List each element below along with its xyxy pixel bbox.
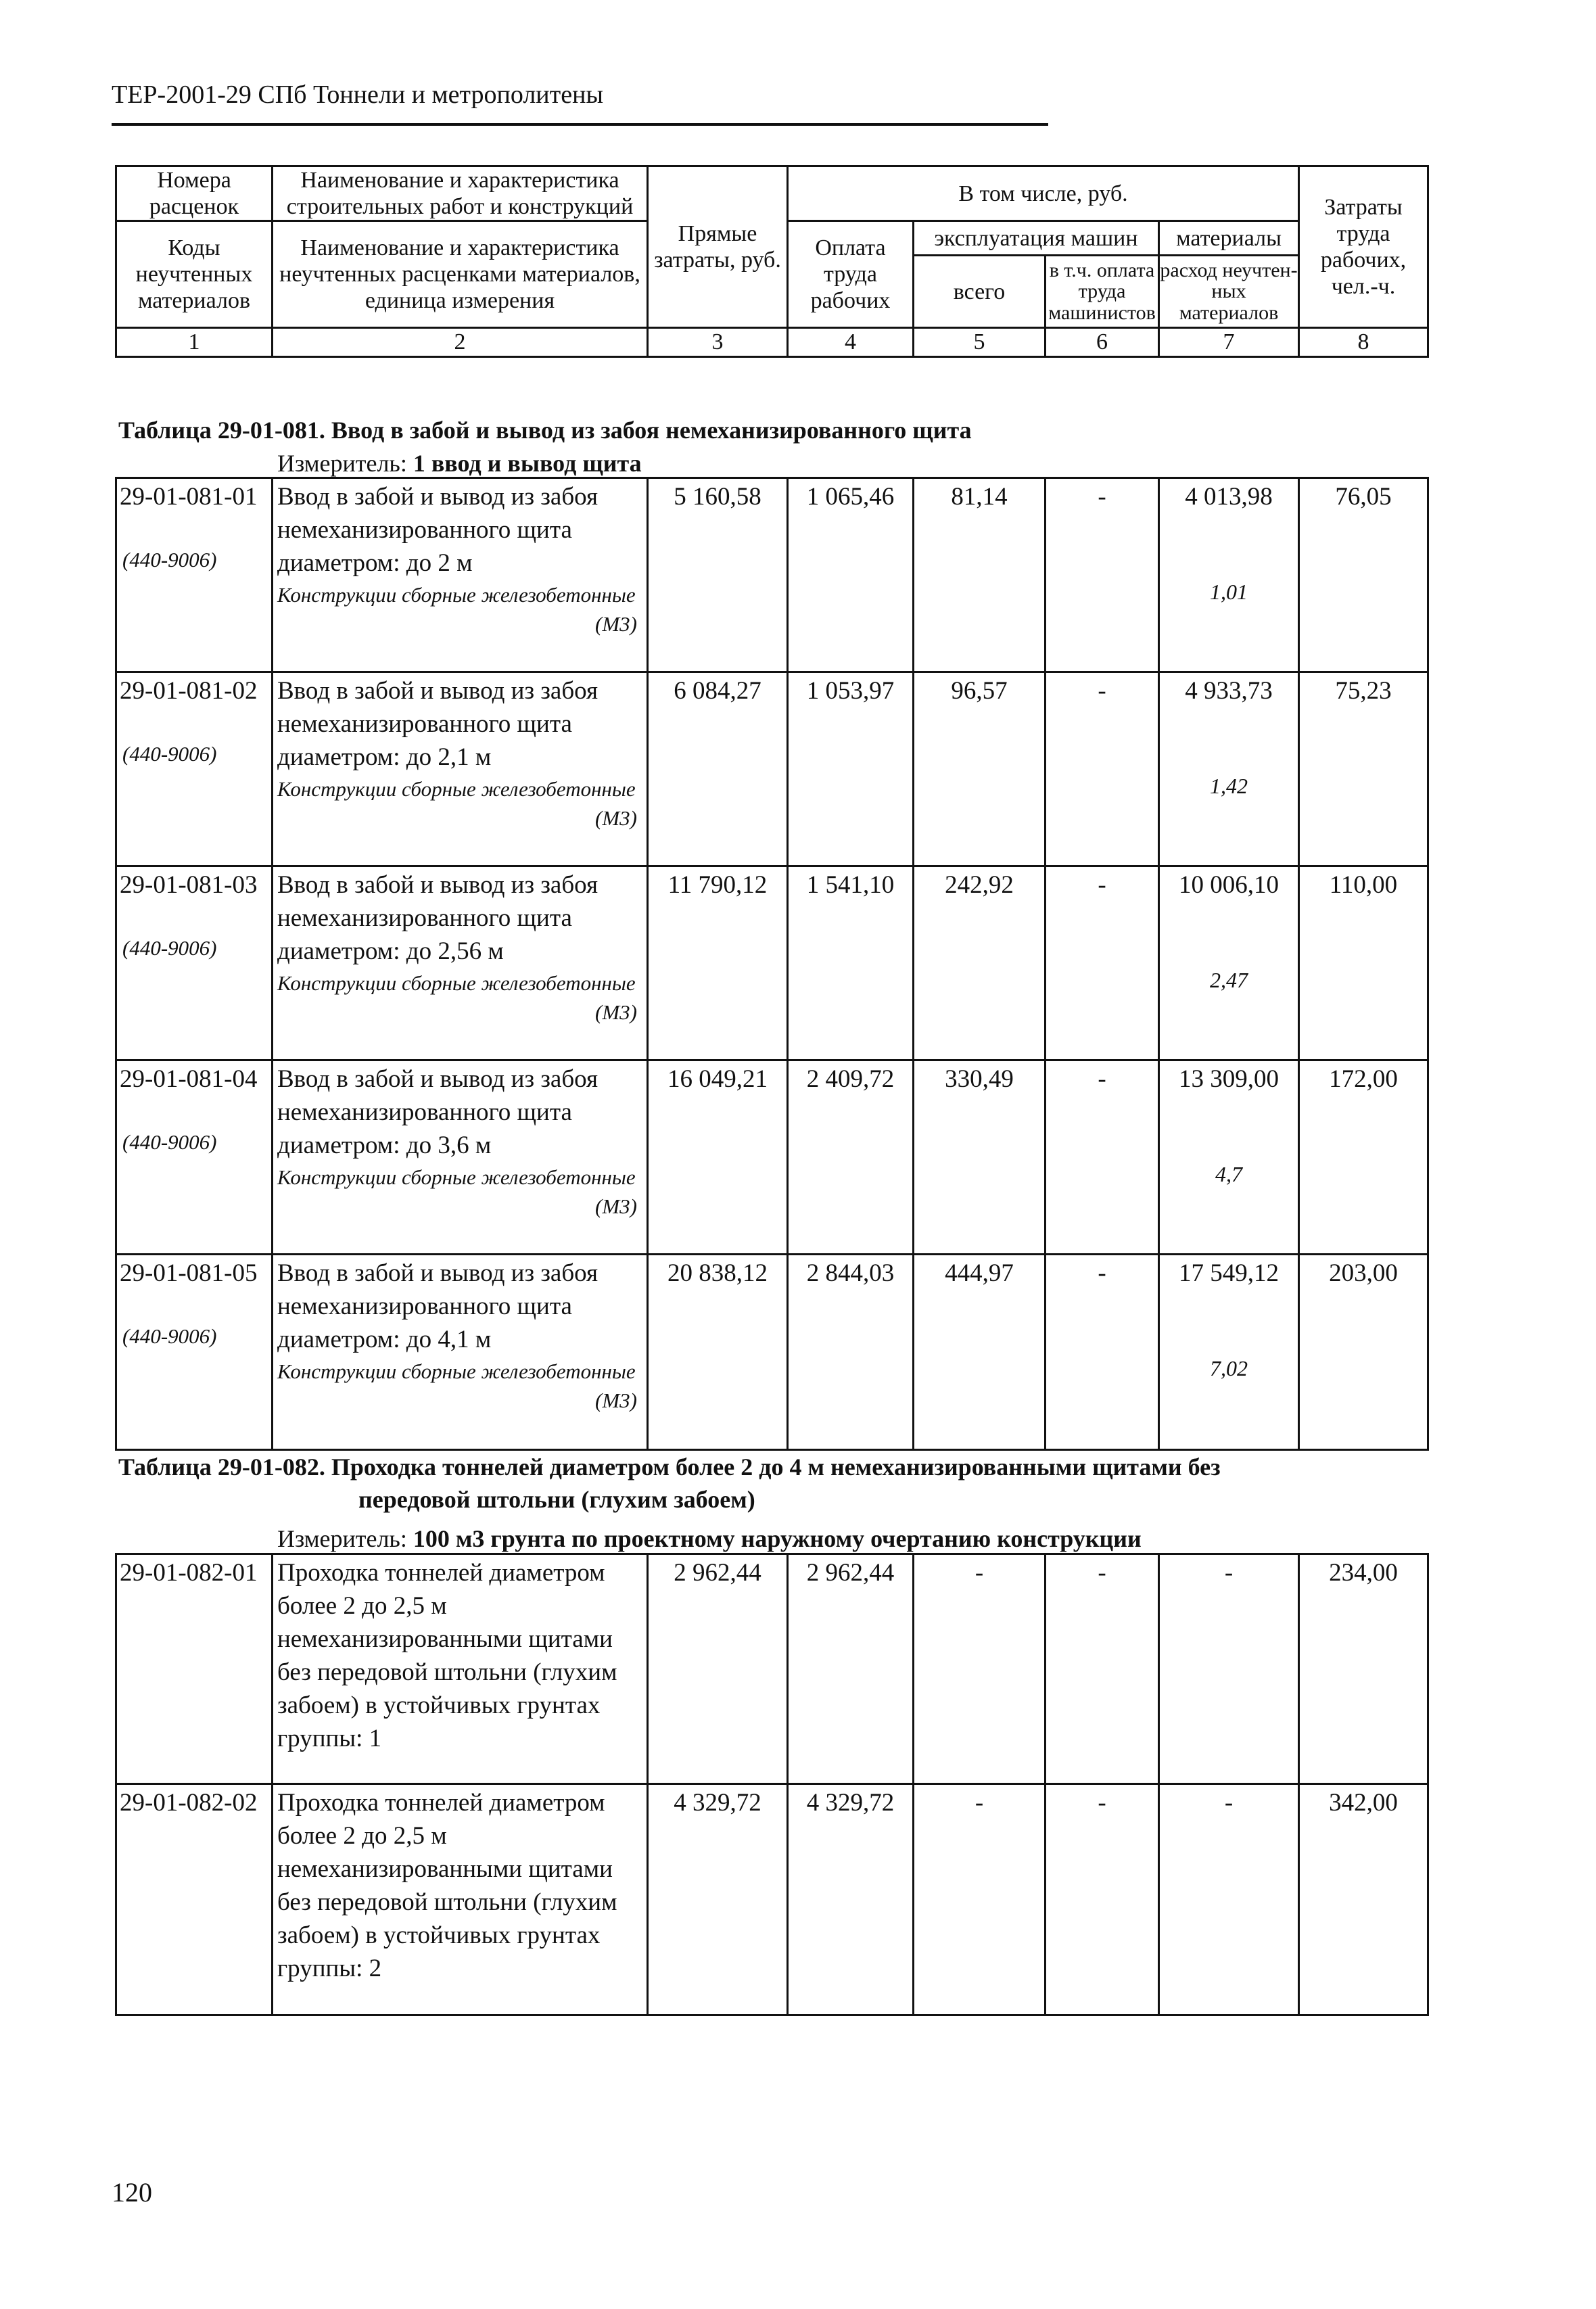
machinist-labor-cost: -: [1046, 1255, 1159, 1450]
material-code: (440-9006): [122, 742, 217, 766]
materials-cell: [1159, 672, 1299, 866]
rate-code-cell: [116, 866, 273, 1060]
col-number: 7: [1159, 328, 1299, 357]
col2-top-header: Наименование и характеристика строительных работ и конструкций: [273, 166, 648, 221]
table-row: [116, 1060, 1428, 1255]
labor-hours: 75,23: [1299, 672, 1428, 866]
direct-cost: 4 329,72: [648, 1784, 788, 2015]
direct-cost: 2 962,44: [648, 1554, 788, 1784]
materials-cost: 13 309,00: [1179, 1065, 1279, 1093]
table-row: [116, 866, 1428, 1060]
materials-cost: 4 013,98: [1185, 483, 1273, 511]
labor-hours: 172,00: [1299, 1060, 1428, 1255]
machine-cost: -: [914, 1784, 1046, 2015]
table2-caption-line2: передовой штольни (глухим забоем): [358, 1486, 755, 1513]
material-unit: (М3): [595, 612, 637, 636]
col7-header: расход неучтен-ных материалов: [1159, 256, 1299, 328]
material-code: (440-9006): [122, 1130, 217, 1154]
machinist-labor-cost: -: [1046, 478, 1159, 672]
material-quantity: 1,42: [1210, 774, 1248, 798]
work-name: Проходка тоннелей диаметром более 2 до 2,5 м немеханизированными щитами без передовой штольни (глухим забоем) в устойчивых грунтах группы: 1: [273, 1554, 648, 1784]
materials-header: материалы: [1159, 221, 1299, 256]
material-code: (440-9006): [122, 936, 217, 960]
col-number: 6: [1046, 328, 1159, 357]
rate-code: 29-01-082-02: [116, 1784, 273, 2015]
machinist-labor-cost: -: [1046, 1060, 1159, 1255]
col-number: 1: [116, 328, 273, 357]
labor-cost: 1 541,10: [788, 866, 914, 1060]
table1-measurer: [277, 449, 642, 477]
machine-cost: 444,97: [914, 1255, 1046, 1450]
direct-cost: 11 790,12: [648, 866, 788, 1060]
material-quantity: 7,02: [1210, 1356, 1248, 1380]
materials-cost: -: [1159, 1554, 1299, 1784]
material-unit: (М3): [595, 1389, 637, 1412]
machinist-labor-cost: -: [1046, 1554, 1159, 1784]
table2: [115, 1553, 1429, 2016]
table-row: [116, 478, 1428, 672]
machinist-labor-cost: -: [1046, 866, 1159, 1060]
col8-header: Затраты труда рабочих, чел.-ч.: [1299, 166, 1428, 328]
labor-cost: 4 329,72: [788, 1784, 914, 2015]
table2-block: [115, 1553, 1427, 2016]
material-name: Конструкции сборные железобетонные: [277, 971, 636, 995]
col5-header: всего: [914, 256, 1046, 328]
materials-cost: -: [1159, 1784, 1299, 2015]
rate-code-cell: [116, 478, 273, 672]
materials-cell: [1159, 866, 1299, 1060]
machine-cost: 81,14: [914, 478, 1046, 672]
machine-cost: 96,57: [914, 672, 1046, 866]
header-rule: [112, 123, 1048, 126]
material-name: Конструкции сборные железобетонные: [277, 1165, 636, 1189]
material-name: Конструкции сборные железобетонные: [277, 1359, 636, 1383]
measurer-label: Измеритель:: [277, 1525, 413, 1552]
material-quantity: 1,01: [1210, 580, 1248, 604]
col-number: 4: [788, 328, 914, 357]
labor-hours: 342,00: [1299, 1784, 1428, 2015]
material-unit: (М3): [595, 1194, 637, 1218]
column-header-table: [115, 165, 1429, 358]
col1-bottom-header: Коды неучтенных материалов: [116, 221, 273, 328]
material-code: (440-9006): [122, 548, 217, 572]
rate-code: 29-01-082-01: [116, 1554, 273, 1784]
rate-code-cell: [116, 1255, 273, 1450]
machinist-labor-cost: -: [1046, 672, 1159, 866]
col-number: 8: [1299, 328, 1428, 357]
work-name: Ввод в забой и вывод из забоя немеханизированного щита диаметром: до 2 м: [277, 483, 598, 577]
materials-cost: 4 933,73: [1185, 677, 1273, 705]
rate-code: 29-01-081-01: [120, 483, 258, 511]
material-code: (440-9006): [122, 1324, 217, 1348]
rate-code: 29-01-081-05: [120, 1259, 258, 1287]
col6-header: в т.ч. оплата труда машинистов: [1046, 256, 1159, 328]
machinist-labor-cost: -: [1046, 1784, 1159, 2015]
materials-cell: [1159, 1060, 1299, 1255]
work-name: Ввод в забой и вывод из забоя немеханизированного щита диаметром: до 2,56 м: [277, 871, 598, 965]
table-row: [116, 1784, 1428, 2015]
work-name: Ввод в забой и вывод из забоя немеханизированного щита диаметром: до 3,6 м: [277, 1065, 598, 1159]
table-row: [116, 1554, 1428, 1784]
machine-cost: -: [914, 1554, 1046, 1784]
table2-caption-line1: Таблица 29-01-082. Проходка тоннелей диаметром более 2 до 4 м немеханизированными щитами без: [118, 1453, 1221, 1480]
measurer-value: 1 ввод и вывод щита: [413, 450, 642, 477]
labor-hours: 234,00: [1299, 1554, 1428, 1784]
col3-header: Прямые затраты, руб.: [648, 166, 788, 328]
page-title: ТЕР-2001-29 СПб Тоннели и метрополитены: [112, 80, 603, 109]
page-number: 120: [112, 2177, 152, 2208]
rate-code: 29-01-081-04: [120, 1065, 258, 1093]
labor-cost: 1 065,46: [788, 478, 914, 672]
table1: [115, 477, 1429, 1451]
material-quantity: 4,7: [1215, 1162, 1242, 1186]
labor-hours: 203,00: [1299, 1255, 1428, 1450]
direct-cost: 20 838,12: [648, 1255, 788, 1450]
col-number: 2: [273, 328, 648, 357]
measurer-value: 100 м3 грунта по проектному наружному очертанию конструкции: [413, 1525, 1142, 1552]
labor-cost: 1 053,97: [788, 672, 914, 866]
work-name-cell: [273, 672, 648, 866]
col1-top-header: Номера расценок: [116, 166, 273, 221]
direct-cost: 5 160,58: [648, 478, 788, 672]
labor-cost: 2 962,44: [788, 1554, 914, 1784]
table1-caption: Таблица 29-01-081. Ввод в забой и вывод из забоя немеханизированного щита: [118, 417, 972, 444]
labor-hours: 110,00: [1299, 866, 1428, 1060]
materials-cell: [1159, 1255, 1299, 1450]
work-name: Ввод в забой и вывод из забоя немеханизированного щита диаметром: до 4,1 м: [277, 1259, 598, 1353]
machine-cost: 330,49: [914, 1060, 1046, 1255]
rate-code-cell: [116, 672, 273, 866]
work-name-cell: [273, 1060, 648, 1255]
rate-code-cell: [116, 1060, 273, 1255]
group-header: В том числе, руб.: [788, 166, 1299, 221]
material-name: Конструкции сборные железобетонные: [277, 777, 636, 801]
column-header-block: [115, 165, 1427, 358]
measurer-label: Измеритель:: [277, 450, 413, 477]
work-name-cell: [273, 866, 648, 1060]
table2-measurer: [277, 1524, 1142, 1553]
machines-header: эксплуатация машин: [914, 221, 1159, 256]
labor-cost: 2 844,03: [788, 1255, 914, 1450]
materials-cost: 17 549,12: [1179, 1259, 1279, 1287]
work-name-cell: [273, 478, 648, 672]
table1-block: [115, 477, 1427, 1451]
materials-cost: 10 006,10: [1179, 871, 1279, 899]
machine-cost: 242,92: [914, 866, 1046, 1060]
table2-caption: [118, 1451, 1424, 1516]
work-name-cell: [273, 1255, 648, 1450]
labor-hours: 76,05: [1299, 478, 1428, 672]
labor-cost: 2 409,72: [788, 1060, 914, 1255]
col4-header: Оплата труда рабочих: [788, 221, 914, 328]
rate-code: 29-01-081-02: [120, 677, 258, 705]
material-unit: (М3): [595, 1000, 637, 1024]
material-name: Конструкции сборные железобетонные: [277, 583, 636, 607]
direct-cost: 16 049,21: [648, 1060, 788, 1255]
table-row: [116, 672, 1428, 866]
table-row: [116, 1255, 1428, 1450]
rate-code: 29-01-081-03: [120, 871, 258, 899]
materials-cell: [1159, 478, 1299, 672]
col2-bottom-header: Наименование и характеристика неучтенных расценками материалов, единица измерения: [273, 221, 648, 328]
col-number: 5: [914, 328, 1046, 357]
direct-cost: 6 084,27: [648, 672, 788, 866]
work-name: Проходка тоннелей диаметром более 2 до 2,5 м немеханизированными щитами без передовой штольни (глухим забоем) в устойчивых грунтах группы: 2: [273, 1784, 648, 2015]
col-number: 3: [648, 328, 788, 357]
material-quantity: 2,47: [1210, 968, 1248, 992]
work-name: Ввод в забой и вывод из забоя немеханизированного щита диаметром: до 2,1 м: [277, 677, 598, 771]
material-unit: (М3): [595, 806, 637, 830]
